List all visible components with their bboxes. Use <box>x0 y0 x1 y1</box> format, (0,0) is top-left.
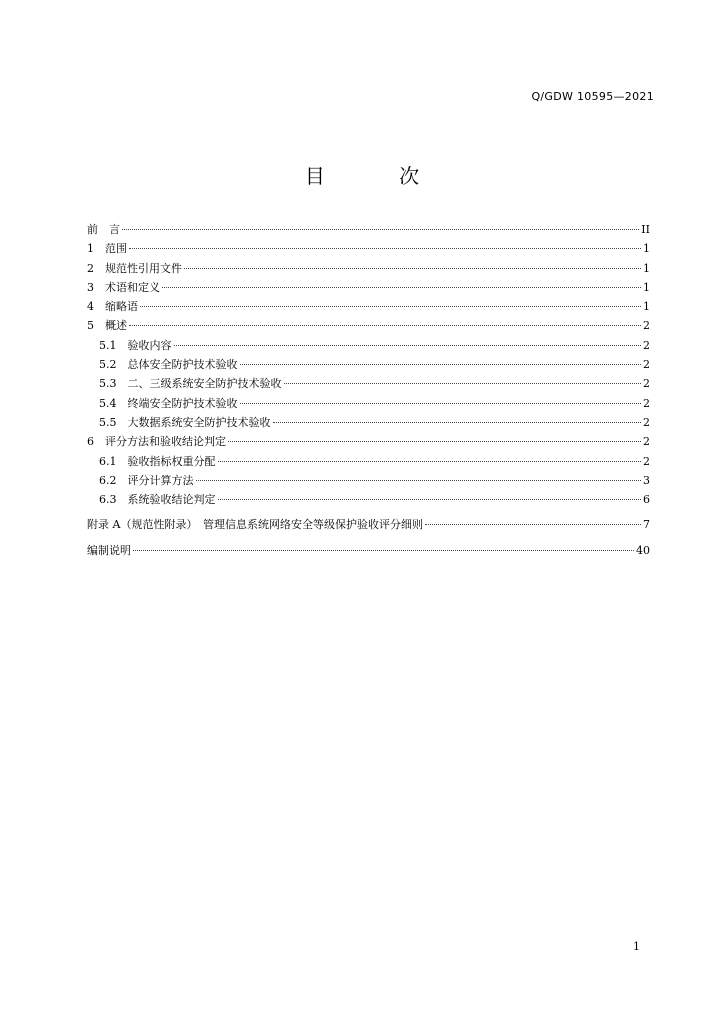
toc-leader-dots <box>133 550 634 551</box>
toc-entry[interactable] <box>87 413 650 432</box>
toc-entry[interactable] <box>87 490 650 509</box>
toc-entry[interactable] <box>87 297 650 316</box>
toc-entry-number: 5.3 <box>99 377 128 391</box>
toc-leader-dots <box>425 524 641 525</box>
toc-entry-title: 评分方法和验收结论判定 <box>105 435 226 449</box>
toc-entry-page: 2 <box>643 358 650 372</box>
toc-entry-title: 评分计算方法 <box>127 473 194 487</box>
toc-entry-title: 前 言 <box>87 223 120 236</box>
toc-leader-dots <box>140 306 641 307</box>
toc-entry[interactable] <box>87 316 650 335</box>
toc-entry-page: 6 <box>643 493 650 507</box>
toc-entry-number: 3 <box>87 280 105 294</box>
toc-entry-page: 2 <box>643 338 650 352</box>
toc-leader-dots <box>228 441 641 442</box>
toc-entry-title: 验收指标权重分配 <box>127 454 216 468</box>
toc-entry-title: 大数据系统安全防护技术验收 <box>127 415 271 429</box>
toc-entry-title: 验收内容 <box>127 338 172 352</box>
toc-entry-page: 7 <box>643 518 650 532</box>
document-code: Q/GDW 10595—2021 <box>531 90 654 103</box>
page-number: 1 <box>633 940 640 953</box>
toc-leader-dots <box>122 229 639 230</box>
toc-leader-dots <box>129 325 641 326</box>
toc-entry-title: 缩略语 <box>105 300 138 314</box>
table-of-contents <box>87 220 650 560</box>
toc-entry-title: 概述 <box>105 319 127 333</box>
toc-entry[interactable] <box>87 220 650 239</box>
toc-title: 目 次 <box>304 164 454 188</box>
toc-entry-number: 6 <box>87 435 105 449</box>
toc-entry[interactable] <box>87 515 650 534</box>
toc-entry-title: 总体安全防护技术验收 <box>127 358 238 372</box>
toc-entry-number: 2 <box>87 261 105 275</box>
toc-entry-number: 5.4 <box>99 396 128 410</box>
toc-entry-page: 2 <box>643 415 650 429</box>
toc-entry-page: 1 <box>643 242 650 256</box>
toc-entry-page: 2 <box>643 454 650 468</box>
toc-entry[interactable] <box>87 374 650 393</box>
toc-entry-page: 1 <box>643 300 650 314</box>
toc-entry[interactable] <box>87 239 650 258</box>
toc-entry-page: 2 <box>643 396 650 410</box>
toc-entry-title: 二、三级系统安全防护技术验收 <box>127 377 282 391</box>
toc-entry-number: 5.2 <box>99 358 128 372</box>
toc-entry[interactable] <box>87 394 650 413</box>
toc-leader-dots <box>129 248 641 249</box>
toc-entry-title: 系统验收结论判定 <box>127 493 216 507</box>
toc-entry[interactable] <box>87 452 650 471</box>
toc-entry-number: 6.2 <box>99 473 128 487</box>
toc-leader-dots <box>273 422 642 423</box>
toc-entry-page: 1 <box>643 280 650 294</box>
toc-leader-dots <box>184 268 641 269</box>
toc-leader-dots <box>174 345 642 346</box>
toc-entry-page: 1 <box>643 261 650 275</box>
toc-leader-dots <box>162 287 641 288</box>
toc-entry-page: 2 <box>643 435 650 449</box>
toc-leader-dots <box>196 480 642 481</box>
toc-entry-page: II <box>641 223 650 236</box>
toc-leader-dots <box>240 364 642 365</box>
toc-entry-page: 3 <box>643 473 650 487</box>
toc-entry-number: 4 <box>87 300 105 314</box>
toc-entry-title: 附录 A（规范性附录） 管理信息系统网络安全等级保护验收评分细则 <box>87 518 423 532</box>
toc-leader-dots <box>218 461 642 462</box>
toc-entry[interactable] <box>87 278 650 297</box>
toc-entry-page: 40 <box>636 543 650 557</box>
toc-entry-title: 术语和定义 <box>105 280 160 294</box>
toc-entry-number: 5.1 <box>99 338 128 352</box>
toc-entry[interactable] <box>87 471 650 490</box>
toc-entry-title: 终端安全防护技术验收 <box>127 396 238 410</box>
toc-entry-title: 规范性引用文件 <box>105 261 182 275</box>
toc-entry-page: 2 <box>643 319 650 333</box>
toc-entry-number: 6.3 <box>99 493 128 507</box>
toc-entry-title: 编制说明 <box>87 543 131 557</box>
toc-leader-dots <box>218 499 642 500</box>
toc-entry-title: 范围 <box>105 242 127 256</box>
toc-entry[interactable] <box>87 432 650 451</box>
toc-entry-number: 5 <box>87 319 105 333</box>
toc-leader-dots <box>240 403 642 404</box>
toc-entry-number: 6.1 <box>99 454 128 468</box>
toc-entry[interactable] <box>87 259 650 278</box>
toc-entry-number: 1 <box>87 242 105 256</box>
toc-entry[interactable] <box>87 355 650 374</box>
toc-entry[interactable] <box>87 541 650 560</box>
toc-entry[interactable] <box>87 336 650 355</box>
toc-leader-dots <box>284 383 642 384</box>
toc-entry-page: 2 <box>643 377 650 391</box>
toc-entry-number: 5.5 <box>99 415 128 429</box>
